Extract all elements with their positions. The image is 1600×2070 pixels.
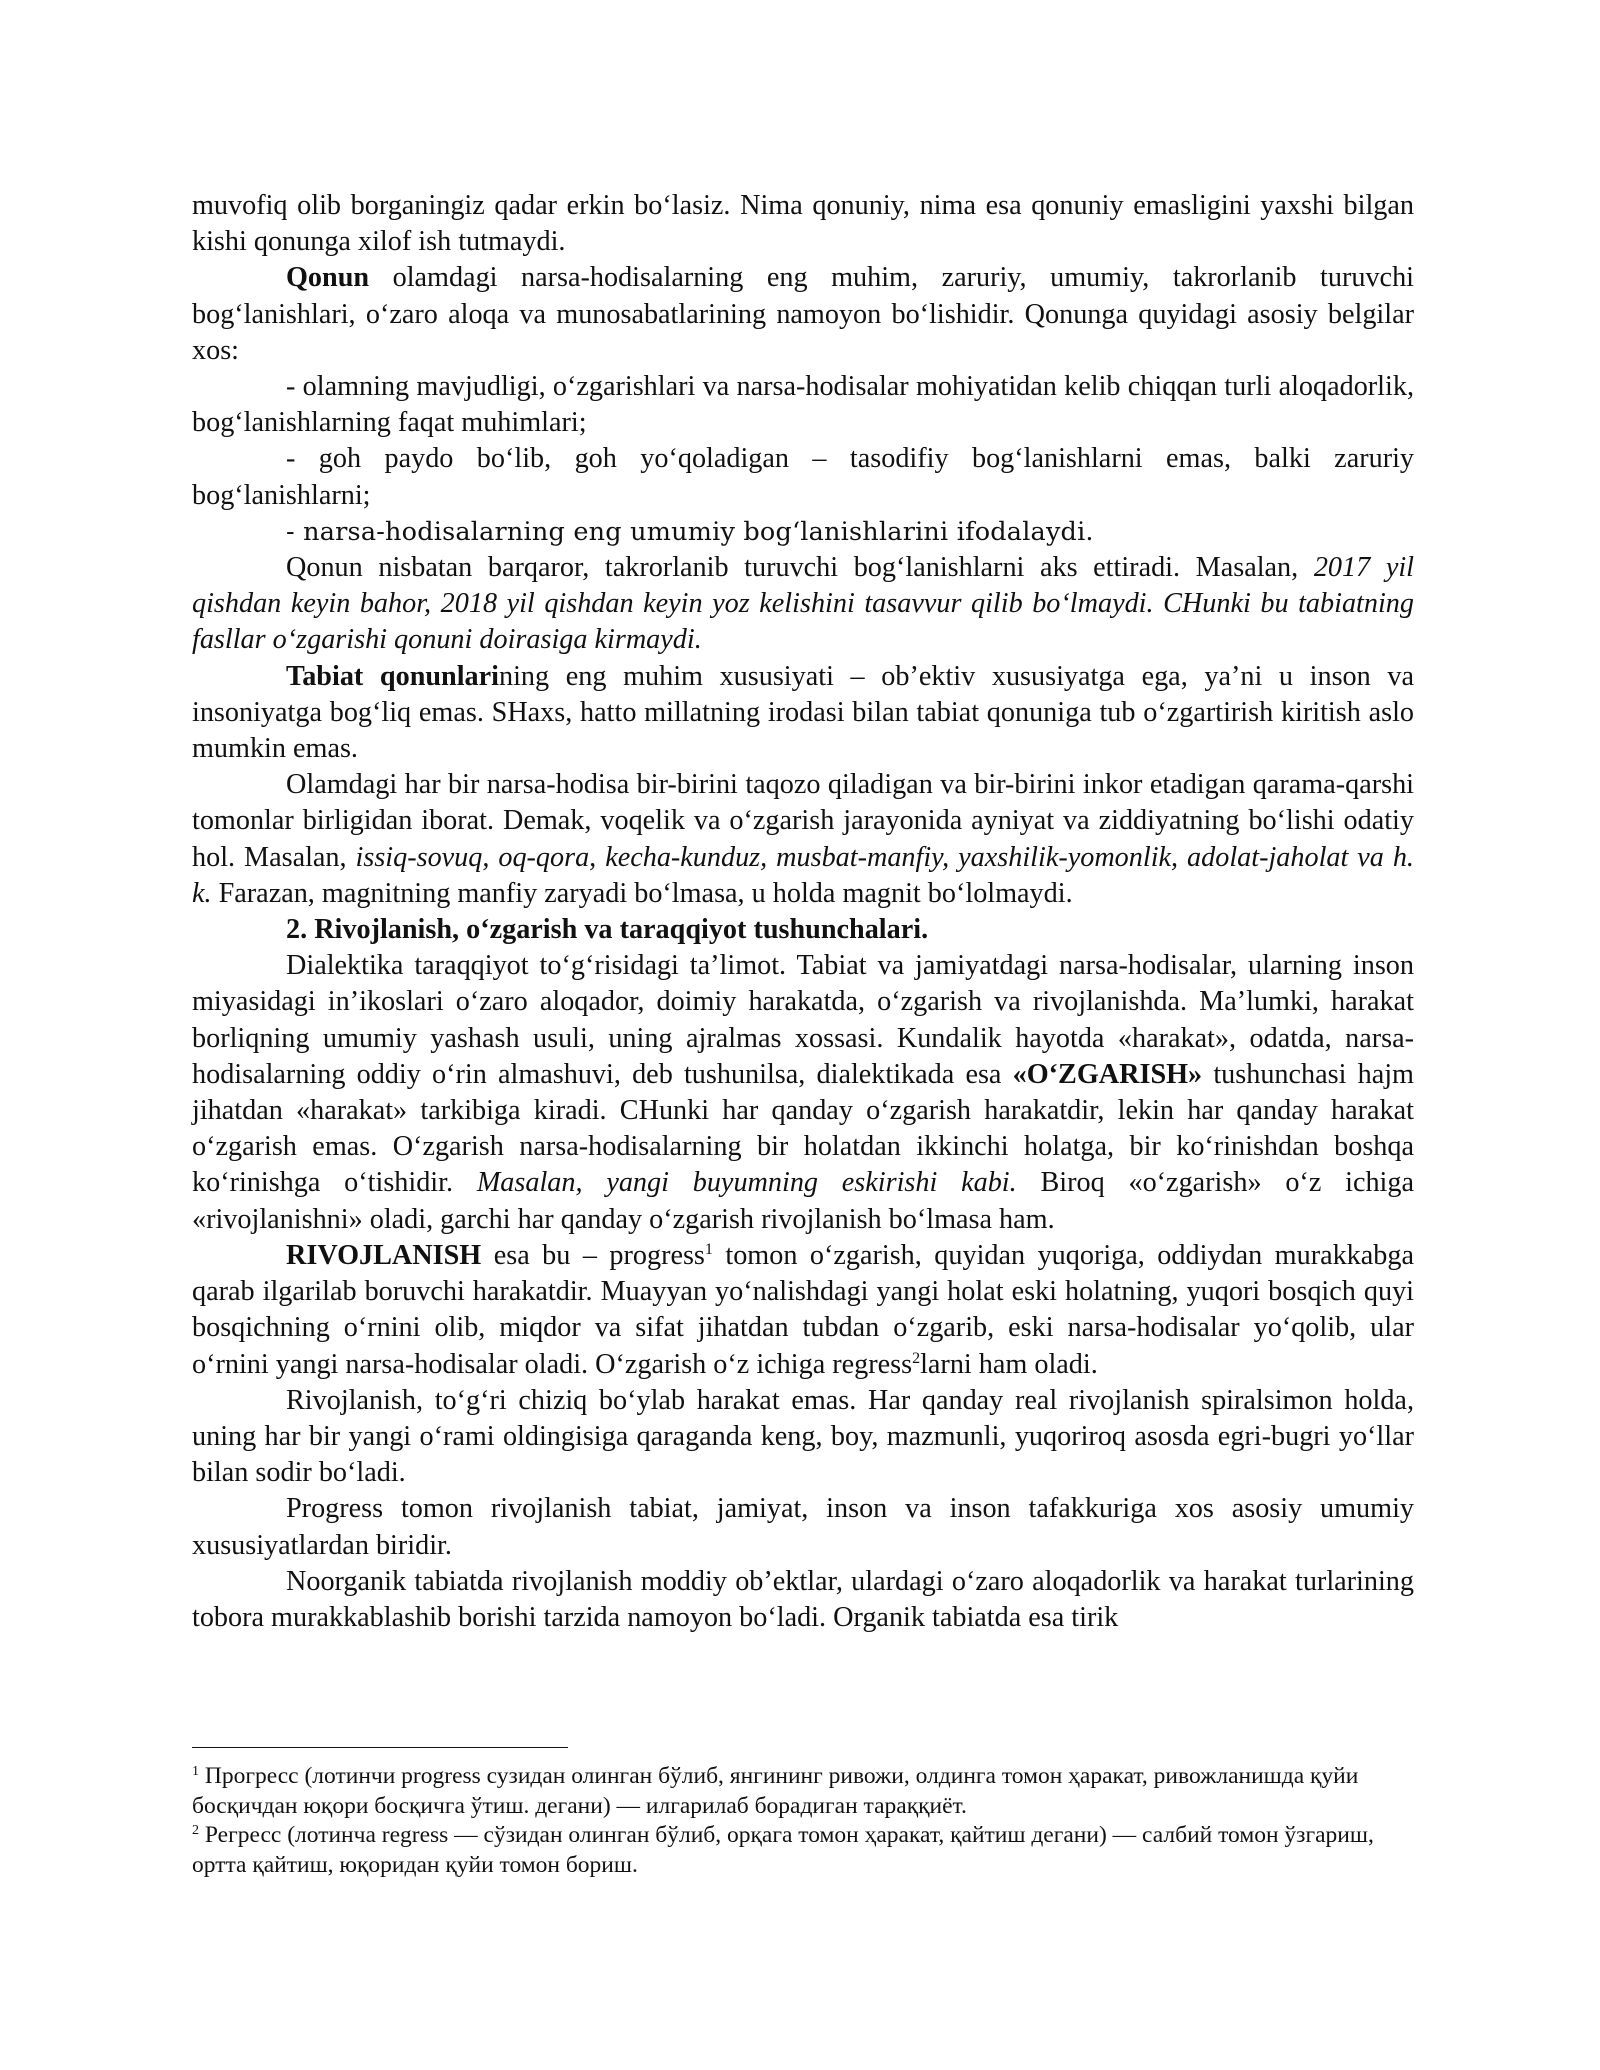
footnote-2: $^2$ Регресс (лотинча regress — сўзидан олинган бўлиб, орқага томон ҳаракат, қайтиш дегани) — салбий томон ўзгариш, ортта қайтиш, юқоридан қуйи томон бориш. [192, 1822, 1374, 1878]
footnote-mark: 2 [192, 1823, 199, 1839]
paragraph-noorganik: Noorganik tabiatda rivojlanish moddiy ob’ektlar, ulardagi o‘zaro aloqadorlik va harakat turlarining tobora murakkablashib borishi tarzida namoyon bo‘ladi. Organik tabiatda esa tirik [192, 1565, 1414, 1633]
section-heading: 2. Rivojlanish, o‘zgarish va taraqqiyot tushunchalari. [286, 914, 929, 946]
paragraph-tabiat-qonunlari: Tabiat qonunlarining eng muhim xususiyati – ob’ektiv xususiyatga ega, ya’ni u inson va insoniyatga bog‘liq emas. SHaxs, hatto millatning irodasi bilan tabiat qonuniga tub o‘zgartirish kiritish aslo mumkin emas. [192, 660, 1414, 765]
example-italic: issiq-sovuq, oq-qora, kecha-kunduz, musbat-manfiy, yaxshilik-yomonlik, adolat-jaholat va h. k. [192, 841, 1414, 909]
paragraph-rivojlanish: RIVOJLANISH esa bu – progress$^1$ tomon o‘zgarish, quyidan yuqoriga, oddiydan murakkabga qarab ilgarilab boruvchi harakatdir. Muayyan yo‘nalishdagi yangi holat eski holatning, yuqori bosqich quyi bosqichning o‘rnini olib, miqdor va sifat jihatdan tubdan o‘zgarib, eski narsa-hodisalar yo‘qolib, ular o‘rnini yangi narsa-hodisalar oladi. O‘zgarish o‘z ichiga regress$^2$larni ham oladi. [192, 1239, 1414, 1380]
paragraph-qonun-definition: Qonun olamdagi narsa-hodisalarning eng muhim, zaruriy, umumiy, takrorlanib turuvchi bog‘lanishlari, o‘zaro aloqa va munosabatlarining namoyon bo‘lishidir. Qonunga quyidagi asosiy belgilar xos: [192, 262, 1414, 366]
bullet-item: - olamning mavjudligi, o‘zgarishlari va narsa-hodisalar mohiyatidan kelib chiqqan turli aloqadorlik, bog‘lanishlarning faqat muhimlari; [192, 371, 1414, 439]
bullet-item: - goh paydo bo‘lib, goh yo‘qoladigan – tasodifiy bog‘lanishlarni emas, balki zaruriy bog‘lanishlarni; [192, 443, 1414, 511]
footnotes [192, 1762, 1414, 1880]
term-tabiat-qonunlari: Tabiat qonunlari [286, 660, 499, 692]
paragraph-qarama-qarshi: Olamdagi har bir narsa-hodisa bir-birini taqozo qiladigan va bir-birini inkor etadigan qarama-qarshi tomonlar birligidan iborat. Demak, voqelik va o‘zgarish jarayonida ayniyat va ziddiyatning bo‘lishi odatiy hol. Masalan, issiq-sovuq, oq-qora, kecha-kunduz, musbat-manfiy, yaxshilik-yomonlik, adolat-jaholat va h. k. Farazan, magnitning manfiy zaryadi bo‘lmasa, u holda magnit bo‘lolmaydi. [192, 769, 1414, 909]
footnote-1: $^1$ Прогресс (лотинчи progress сузидан олинган бўлиб, янгининг ривожи, олдинга томон ҳаракат, ривожланишда қуйи босқичдан юқори босқичга ўтиш. дегани) — илгарилаб борадиган тараққиёт. [192, 1763, 1359, 1819]
term-rivojlanish: RIVOJLANISH [286, 1239, 482, 1271]
paragraph-dialektika: Dialektika taraqqiyot to‘g‘risidagi ta’limot. Tabiat va jamiyatdagi narsa-hodisalar, ularning inson miyasidagi in’ikoslari o‘zaro aloqador, doimiy harakatda, o‘zgarish va rivojlanishda. Ma’lumki, harakat borliqning umumiy yashash usuli, uning ajralmas xossasi. Kundalik hayotda «harakat», odatda, narsa-hodisalarning oddiy o‘rin almashuvi, deb tushunilsa, dialektikada esa «O‘ZGARISH» tushunchasi hajm jihatdan «harakat» tarkibiga kiradi. CHunki har qanday o‘zgarish harakatdir, lekin har qanday harakat o‘zgarish emas. O‘zgarish narsa-hodisalarning bir holatdan ikkinchi holatga, bir ko‘rinishdan boshqa ko‘rinishga o‘tishidir. Masalan, yangi buyumning eskirishi kabi. Biroq «o‘zgarish» o‘z ichiga «rivojlanishni» oladi, garchi har qanday o‘zgarish rivojlanish bo‘lmasa ham. [192, 950, 1414, 1235]
term-ozgarish: «O‘ZGARISH» [1012, 1058, 1203, 1090]
footnote-ref-1[interactable]: 1 [704, 1240, 713, 1258]
paragraph-qonun-example: Qonun nisbatan barqaror, takrorlanib turuvchi bog‘lanishlarni aks ettiradi. Masalan, 2017 yil qishdan keyin bahor, 2018 yil qishdan keyin yoz kelishini tasavvur qilib bo‘lmaydi. CHunki bu tabiatning fasllar o‘zgarishi qonuni doirasiga kirmaydi. [192, 552, 1414, 656]
footnote-mark: 1 [192, 1764, 199, 1779]
paragraph-intro: muvofiq olib borganingiz qadar erkin bo‘lasiz. Nima qonuniy, nima esa qonuniy emasligini yaxshi bilgan kishi qonunga xilof ish tutmaydi. [192, 190, 1414, 258]
paragraph-spiral: Rivojlanish, to‘g‘ri chiziq bo‘ylab harakat emas. Har qanday real rivojlanish spiralsimon holda, uning har bir yangi o‘rami oldingisiga qaraganda keng, boy, mazmunli, yuqoriroq asosda egri-bugri yo‘llar bilan sodir bo‘ladi. [192, 1384, 1414, 1489]
paragraph-progress: Progress tomon rivojlanish tabiat, jamiyat, inson va inson tafakkuriga xos asosiy umumiy xususiyatlardan biridir. [192, 1493, 1414, 1561]
footnote-separator [192, 1747, 568, 1748]
example-italic: Masalan, yangi buyumning eskirishi kabi. [476, 1167, 1017, 1199]
footnote-ref-2[interactable]: 2 [912, 1349, 921, 1367]
bullet-item: - narsa-hodisalarning eng umumiy bog‘lanishlarini ifodalaydi. [286, 516, 1094, 547]
term-qonun: Qonun [286, 262, 370, 294]
example-italic: 2017 yil qishdan keyin bahor, 2018 yil qishdan keyin yoz kelishini tasavvur qilib bo‘lmaydi. CHunki bu tabiatning fasllar o‘zgarishi qonuni doirasiga kirmaydi. [192, 552, 1414, 656]
main-text [192, 188, 1414, 1636]
